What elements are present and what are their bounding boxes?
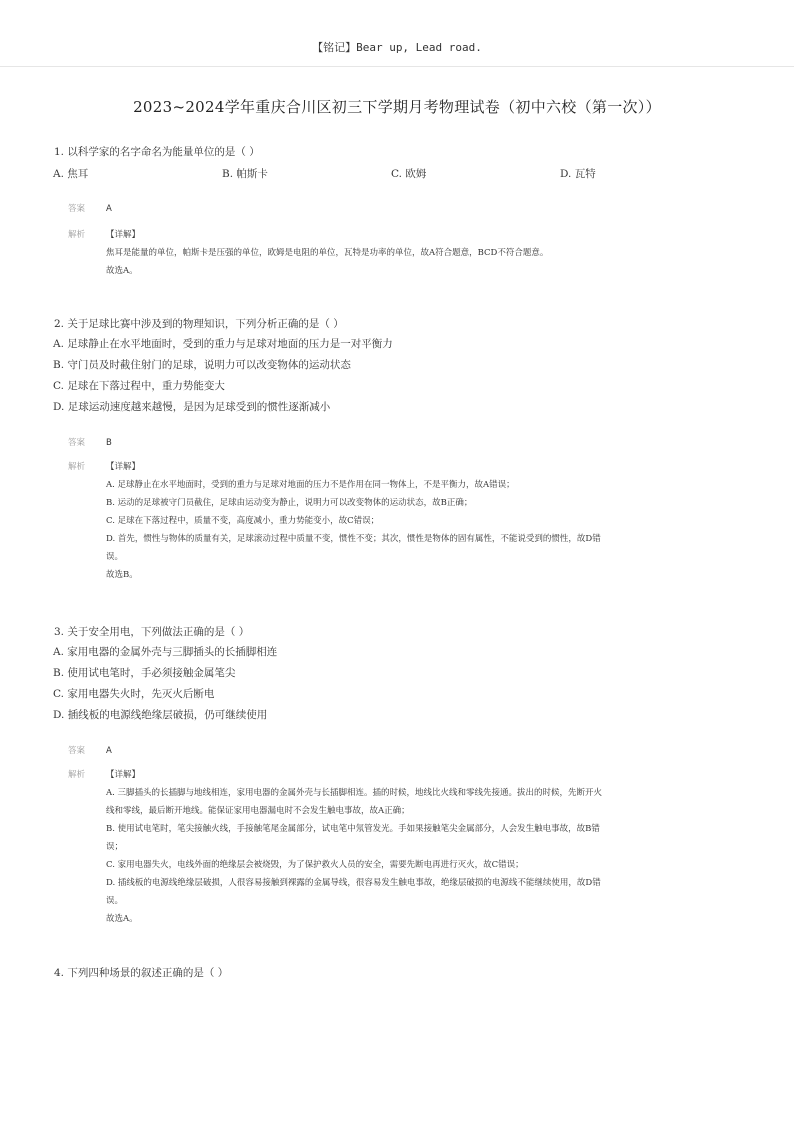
question-3 [40, 624, 760, 928]
analysis-line: 线和零线，最后断开地线。能保证家用电器漏电时不会发生触电事故，故A正确； [106, 806, 410, 816]
answer-row [68, 436, 760, 450]
analysis-body [106, 226, 726, 280]
answer-value: B [106, 438, 112, 448]
analysis-row [68, 458, 760, 584]
option-c: C. 家用电器失火时，先灭火后断电 [53, 688, 215, 700]
analysis-line: 【详解】 [106, 230, 141, 240]
page-title: 2023~2024学年重庆合川区初三下学期月考物理试卷（初中六校（第一次）） [133, 98, 661, 116]
answer-label: 答案 [68, 746, 86, 756]
answer-row [68, 744, 760, 758]
question-stem: 2. 关于足球比赛中涉及到的物理知识，下列分析正确的是（ ） [54, 318, 344, 330]
option-d: D. 瓦特 [560, 168, 596, 180]
analysis-line: B. 运动的足球被守门员截住，足球由运动变为静止，说明力可以改变物体的运动状态，故B正确； [106, 498, 473, 508]
analysis-line: 误； [106, 842, 124, 852]
question-2 [40, 316, 760, 584]
answer-value: A [106, 204, 112, 214]
option-a: A. 家用电器的金属外壳与三脚插头的长插脚相连 [53, 646, 278, 658]
answer-label: 答案 [68, 438, 86, 448]
option-a: A. 焦耳 [53, 168, 89, 180]
analysis-line: B. 使用试电笔时，笔尖接触火线，手接触笔尾金属部分，试电笔中氖管发光。手如果接触笔尖金属部分，人会发生触电事故，故B错 [106, 824, 600, 834]
analysis-line: D. 插线板的电源线绝缘层破损，人很容易接触到裸露的金属导线，很容易发生触电事故，绝缘层破损的电源线不能继续使用，故D错 [106, 878, 601, 888]
analysis-line: 误。 [106, 552, 124, 562]
analysis-line: 故选A。 [106, 266, 138, 276]
page-header [0, 0, 794, 67]
analysis-line: 故选A。 [106, 914, 138, 924]
answer-label: 答案 [68, 204, 86, 214]
analysis-line: 【详解】 [106, 462, 141, 472]
option-c: C. 足球在下落过程中，重力势能变大 [53, 380, 225, 392]
option-c: C. 欧姆 [391, 168, 427, 180]
analysis-line: C. 家用电器失火，电线外面的绝缘层会被烧毁，为了保护救火人员的安全，需要先断电再进行灭火，故C错误； [106, 860, 524, 870]
question-stem: 3. 关于安全用电，下列做法正确的是（ ） [54, 626, 250, 638]
analysis-body [106, 766, 726, 928]
analysis-label: 解析 [68, 230, 86, 240]
option-b: B. 使用试电笔时，手必须接触金属笔尖 [53, 667, 236, 679]
option-b: B. 守门员及时截住射门的足球，说明力可以改变物体的运动状态 [53, 359, 351, 371]
option-a: A. 足球静止在水平地面时，受到的重力与足球对地面的压力是一对平衡力 [53, 338, 393, 350]
option-d: D. 足球运动速度越来越慢，是因为足球受到的惯性逐渐减小 [53, 401, 331, 413]
header-motto: 【铭记】Bear up, Lead road. [312, 41, 482, 54]
analysis-row [68, 766, 760, 928]
question-stem: 1. 以科学家的名字命名为能量单位的是（ ） [54, 146, 260, 158]
analysis-line: D. 首先，惯性与物体的质量有关，足球滚动过程中质量不变，惯性不变；其次，惯性是物体的固有属性，不能说受到的惯性，故D错 [106, 534, 601, 544]
options-row [53, 166, 760, 182]
analysis-label: 解析 [68, 770, 86, 780]
analysis-line: 焦耳是能量的单位，帕斯卡是压强的单位，欧姆是电阻的单位，瓦特是功率的单位，故A符合题意，BCD不符合题意。 [106, 248, 549, 258]
answer-row [68, 202, 760, 216]
question-4 [40, 965, 760, 987]
analysis-row [68, 226, 760, 280]
option-b: B. 帕斯卡 [222, 168, 268, 180]
question-stem: 4. 下列四种场景的叙述正确的是（ ） [54, 967, 229, 979]
analysis-body [106, 458, 726, 584]
question-1 [40, 144, 760, 280]
answer-value: A [106, 746, 112, 756]
analysis-line: A. 足球静止在水平地面时，受到的重力与足球对地面的压力不是作用在同一物体上，不是平衡力，故A错误； [106, 480, 515, 490]
analysis-line: 误。 [106, 896, 124, 906]
analysis-line: C. 足球在下落过程中，质量不变，高度减小，重力势能变小，故C错误； [106, 516, 380, 526]
option-d: D. 插线板的电源线绝缘层破损，仍可继续使用 [53, 709, 268, 721]
analysis-line: A. 三脚插头的长插脚与地线相连，家用电器的金属外壳与长插脚相连。插的时候，地线比火线和零线先接通。拔出的时候，先断开火 [106, 788, 603, 798]
analysis-line: 【详解】 [106, 770, 141, 780]
analysis-label: 解析 [68, 462, 86, 472]
analysis-line: 故选B。 [106, 570, 138, 580]
